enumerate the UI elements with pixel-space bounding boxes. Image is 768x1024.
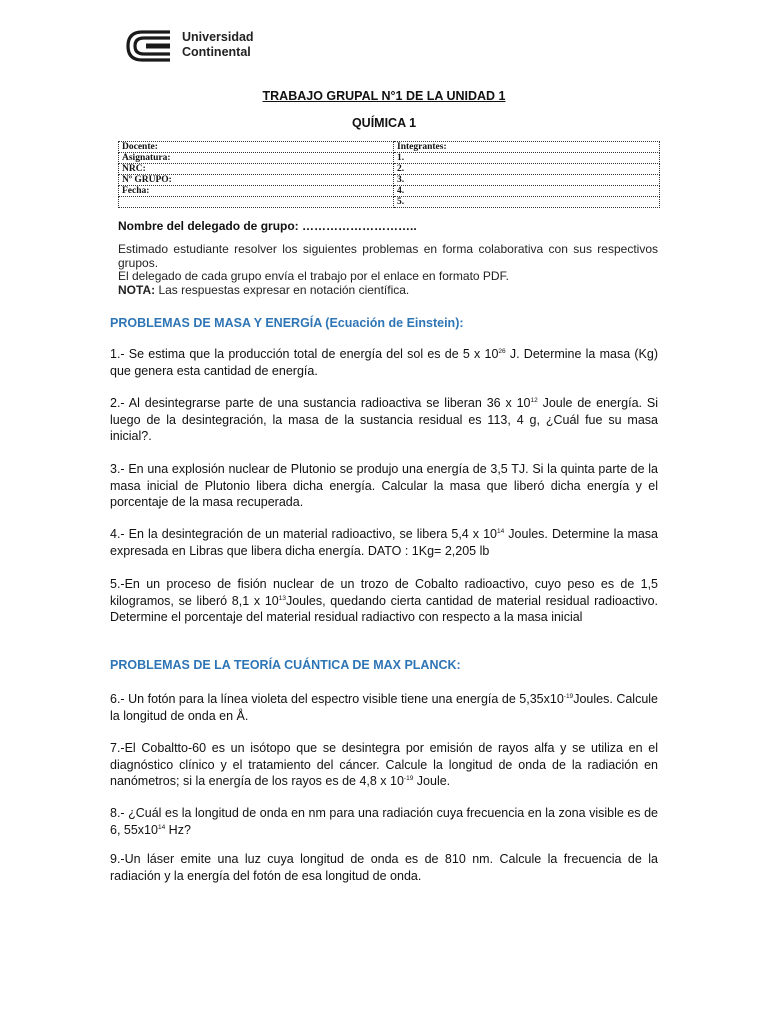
problem-4 <box>110 526 658 559</box>
info-cell <box>119 197 394 208</box>
section-heading: PROBLEMAS DE LA TEORÍA CUÁNTICA DE MAX PLANCK: <box>110 658 461 672</box>
problem-text: 5.-En un proceso de fisión nuclear de un trozo de Cobalto radioactivo, cuyo peso es de 1,5 kilogramos, se liberó 8,1 x 10 <box>110 577 658 608</box>
problem-8 <box>110 805 658 838</box>
university-line2: Continental <box>182 45 251 59</box>
info-cell: 1. <box>394 153 660 164</box>
problem-text: Joule. <box>413 774 451 788</box>
section-heading: PROBLEMAS DE MASA Y ENERGÍA (Ecuación de Einstein): <box>110 316 464 330</box>
problem-text: Joules. Determine la masa expresada en Libras que libera dicha energía. DATO : 1Kg= 2,205 lb <box>110 527 659 558</box>
problem-text: Joule de energía. Si luego de la desintegración, la masa de la sustancia residual es 113, 4 g, ¿Cuál fue su masa inicial?. <box>110 396 658 443</box>
exponent: 14 <box>497 528 505 535</box>
problem-2 <box>110 395 658 445</box>
problem-7 <box>110 740 658 790</box>
info-cell: 3. <box>394 175 660 186</box>
info-table <box>118 141 660 208</box>
table-row <box>119 175 660 186</box>
info-cell: Integrantes: <box>394 142 660 153</box>
info-cell: 4. <box>394 186 660 197</box>
problem-text: 4.- En la desintegración de un material radioactivo, se libera 5,4 x 10 <box>110 527 498 541</box>
note-text: Las respuestas expresar en notación científica. <box>155 282 410 297</box>
problem-text: 7.-El Cobaltto-60 es un isótopo que se desintegra por emisión de rayos alfa y se utiliza en el diagnóstico clínico y el tratamiento del cáncer. Calcule la longitud de onda de la radiación en nanómetros; si la energía de los rayos es de 4,8 x 10 <box>110 741 658 788</box>
note-label: NOTA: <box>118 282 156 297</box>
instructions <box>118 243 658 297</box>
problem-text: Hz? <box>165 822 191 837</box>
problem-text: 3.- En una explosión nuclear de Plutonio se produjo una energía de 3,5 TJ. Si la quinta parte de la masa inicial de Plutonio libera dicha energía. Calcular la masa que liberó dicha energía y el porcentaje de la masa recuperada. <box>110 462 658 509</box>
exponent: 26 <box>498 348 506 355</box>
instruction-line: Estimado estudiante resolver los siguientes problemas en forma colaborativa con sus respectivos grupos. <box>118 242 658 270</box>
university-name <box>182 30 254 60</box>
exponent: -19 <box>563 693 574 700</box>
exponent: 12 <box>530 397 538 404</box>
problem-text: 1.- Se estima que la producción total de energía del sol es de 5 x 10 <box>110 347 499 361</box>
info-cell: 2. <box>394 164 660 175</box>
university-line1: Universidad <box>182 30 254 44</box>
exponent: 13 <box>278 594 286 602</box>
document-title: TRABAJO GRUPAL N°1 DE LA UNIDAD 1 <box>262 89 506 103</box>
problem-text: 6.- Un fotón para la línea violeta del espectro visible tiene una energía de 5,35x10 <box>110 692 564 706</box>
problem-text: Joules, quedando cierta cantidad de material residual radioactivo. Determine el porcentaje del material residual radiactivo con respecto a la masa inicial <box>110 593 658 624</box>
problem-text: J. Determine la masa (Kg) que genera esta cantidad de energía. <box>110 347 658 378</box>
delegate-name-line: Nombre del delegado de grupo: ……………………….. <box>118 219 417 233</box>
table-row <box>119 197 660 208</box>
problem-5 <box>110 576 658 626</box>
document-subtitle: QUÍMICA 1 <box>351 116 417 130</box>
problem-3 <box>110 461 658 511</box>
table-row <box>119 164 660 175</box>
info-cell: Docente: <box>119 142 394 153</box>
exponent: 14 <box>157 823 166 831</box>
note <box>118 284 658 298</box>
info-cell: NRC: <box>119 164 394 175</box>
table-row <box>119 142 660 153</box>
exponent: -19 <box>403 775 414 782</box>
info-cell: Asignatura: <box>119 153 394 164</box>
problem-9 <box>110 851 658 884</box>
info-cell: Nº GRUPO: <box>119 175 394 186</box>
problem-text: 2.- Al desintegrarse parte de una sustancia radioactiva se liberan 36 x 10 <box>110 396 531 410</box>
problem-6 <box>110 691 658 724</box>
info-cell: Fecha: <box>119 186 394 197</box>
table-row <box>119 186 660 197</box>
instruction-line: El delegado de cada grupo envía el trabajo por el enlace en formato PDF. <box>118 269 509 283</box>
table-row <box>119 153 660 164</box>
info-cell: 5. <box>394 197 660 208</box>
problem-text: Joules. Calcule la longitud de onda en Å. <box>110 692 659 723</box>
problem-text: 8.- ¿Cuál es la longitud de onda en nm para una radiación cuya frecuencia en la zona visible es de 6, 55x10 <box>110 806 658 837</box>
problem-1 <box>110 346 658 379</box>
problem-text: 9.-Un láser emite una luz cuya longitud de onda es de 810 nm. Calcule la frecuencia de la radiación y la energía del fotón de esa longitud de onda. <box>110 852 658 883</box>
